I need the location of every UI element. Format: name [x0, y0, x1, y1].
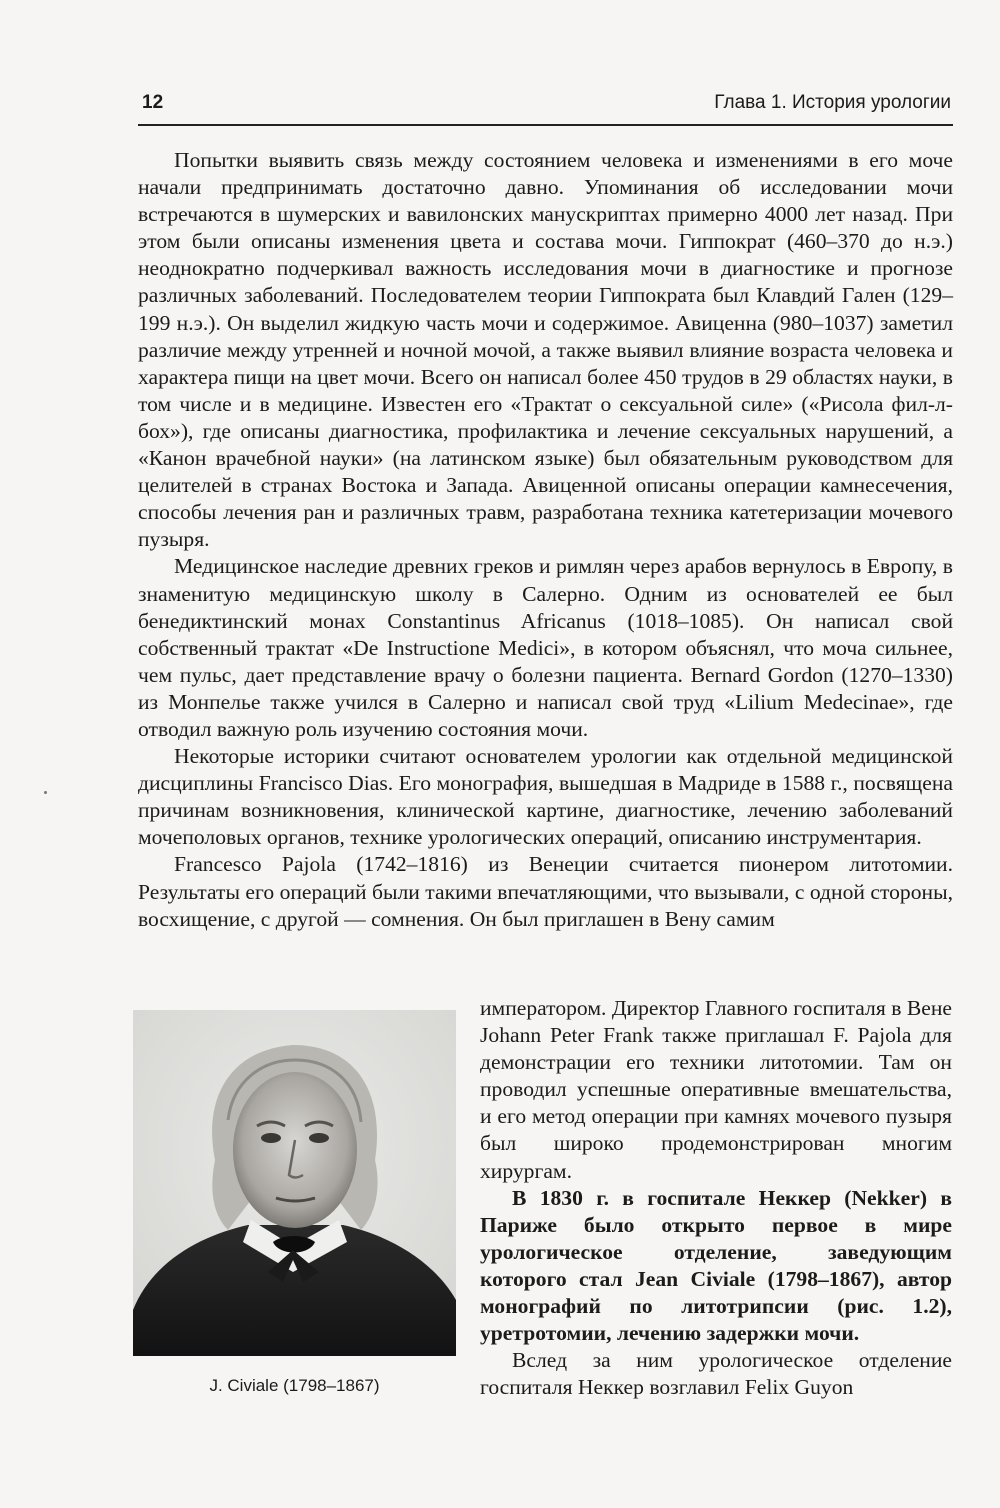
paragraph-salerno: Медицинское наследие древних греков и римлян через арабов вернулось в Европу, в знаменитую медицинскую школу в Салерно. Одним из основателей ее был бенедиктинский монах Constantinus Africanus (1018–1085). Он написал свой собственный трактат «De Instructione Medici», в котором объяснял, что моча сильнее, чем пульс, дает представление врачу о болезни пациента. Bernard Gordon (1270–1330) из Монпелье также учился в Салерно и написал свой труд «Lilium Medecinae», где отводил важную роль изучению состояния мочи.	[138, 554, 953, 741]
paragraph-francisco-dias: Некоторые историки считают основателем урологии как отдельной медицинской дисциплины Francisco Dias. Его монография, вышедшая в Мадриде в 1588 г., посвящена причинам возникновения, клинической картине, диагностике, лечению заболеваний мочеполовых органов, технике урологических операций, описанию инструментария.	[138, 744, 953, 850]
chapter-title: Глава 1. История урологии	[714, 92, 951, 113]
page-number: 12	[142, 92, 164, 113]
paragraph-continuation: императором. Директор Главного госпиталя в Вене Johann Peter Frank также приглашал F. Pajola для демонстрации его техники литотомии. Там он проводил успешные оперативные вмешательства, и его метод операции при камнях мочевого пузыря был широко продемонстрирован многим хирургам.	[480, 996, 952, 1183]
portrait-figure	[133, 1010, 456, 1356]
paragraph-necker-bold: В 1830 г. в госпитале Неккер (Nekker) в Париже было открыто первое в мире урологическое отделение, заведующим которого стал Jean Civiale (1798–1867), автор монографий по литотрипсии (рис. 1.2), уретротомии, лечению задержки мочи.	[480, 1185, 952, 1346]
figure-caption: J. Civiale (1798–1867)	[209, 1376, 380, 1395]
paragraph-guyon: Вслед за ним урологическое отделение госпиталя Неккер возглавил Felix Guyon	[480, 1348, 952, 1400]
portrait-civiale-image	[133, 1010, 456, 1356]
running-header	[138, 88, 953, 126]
paragraph-pajola: Francesco Pajola (1742–1816) из Венеции считается пионером литотомии. Результаты его операций были такими впечатляющими, что вызывали, с одной стороны, восхищение, с другой — сомнения. Он был приглашен в Вену самим	[138, 852, 953, 931]
main-text-block	[138, 147, 953, 933]
wrapped-text-block	[480, 995, 952, 1401]
print-speck	[44, 791, 47, 794]
paragraph-urine-history: Попытки выявить связь между состоянием человека и изменениями в его моче начали предпринимать достаточно давно. Упоминания об исследовании мочи встречаются в шумерских и вавилонских манускриптах примерно 4000 лет назад. При этом были описаны изменения цвета и состава мочи. Гиппократ (460–370 до н.э.) неоднократно подчеркивал важность исследования мочи в диагностике и прогнозе различных заболеваний. Последователем теории Гиппократа был Клавдий Гален (129–199 н.э.). Он выделил жидкую часть мочи и содержимое. Авиценна (980–1037) заметил различие между утренней и ночной мочой, а также выявил влияние возраста человека и характера пищи на цвет мочи. Всего он написал более 450 трудов в 29 областях науки, в том числе и в медицине. Известен его «Трактат о сексуальной силе» («Рисола фил-л-бох»), где описаны диагностика, профилактика и лечение сексуальных нарушений, а «Канон врачебной науки» (на латинском языке) был обязательным руководством для целителей в странах Востока и Запада. Авиценной описаны операции камнесечения, способы лечения ран и различных травм, разработана техника катетеризации мочевого пузыря.	[138, 148, 953, 552]
